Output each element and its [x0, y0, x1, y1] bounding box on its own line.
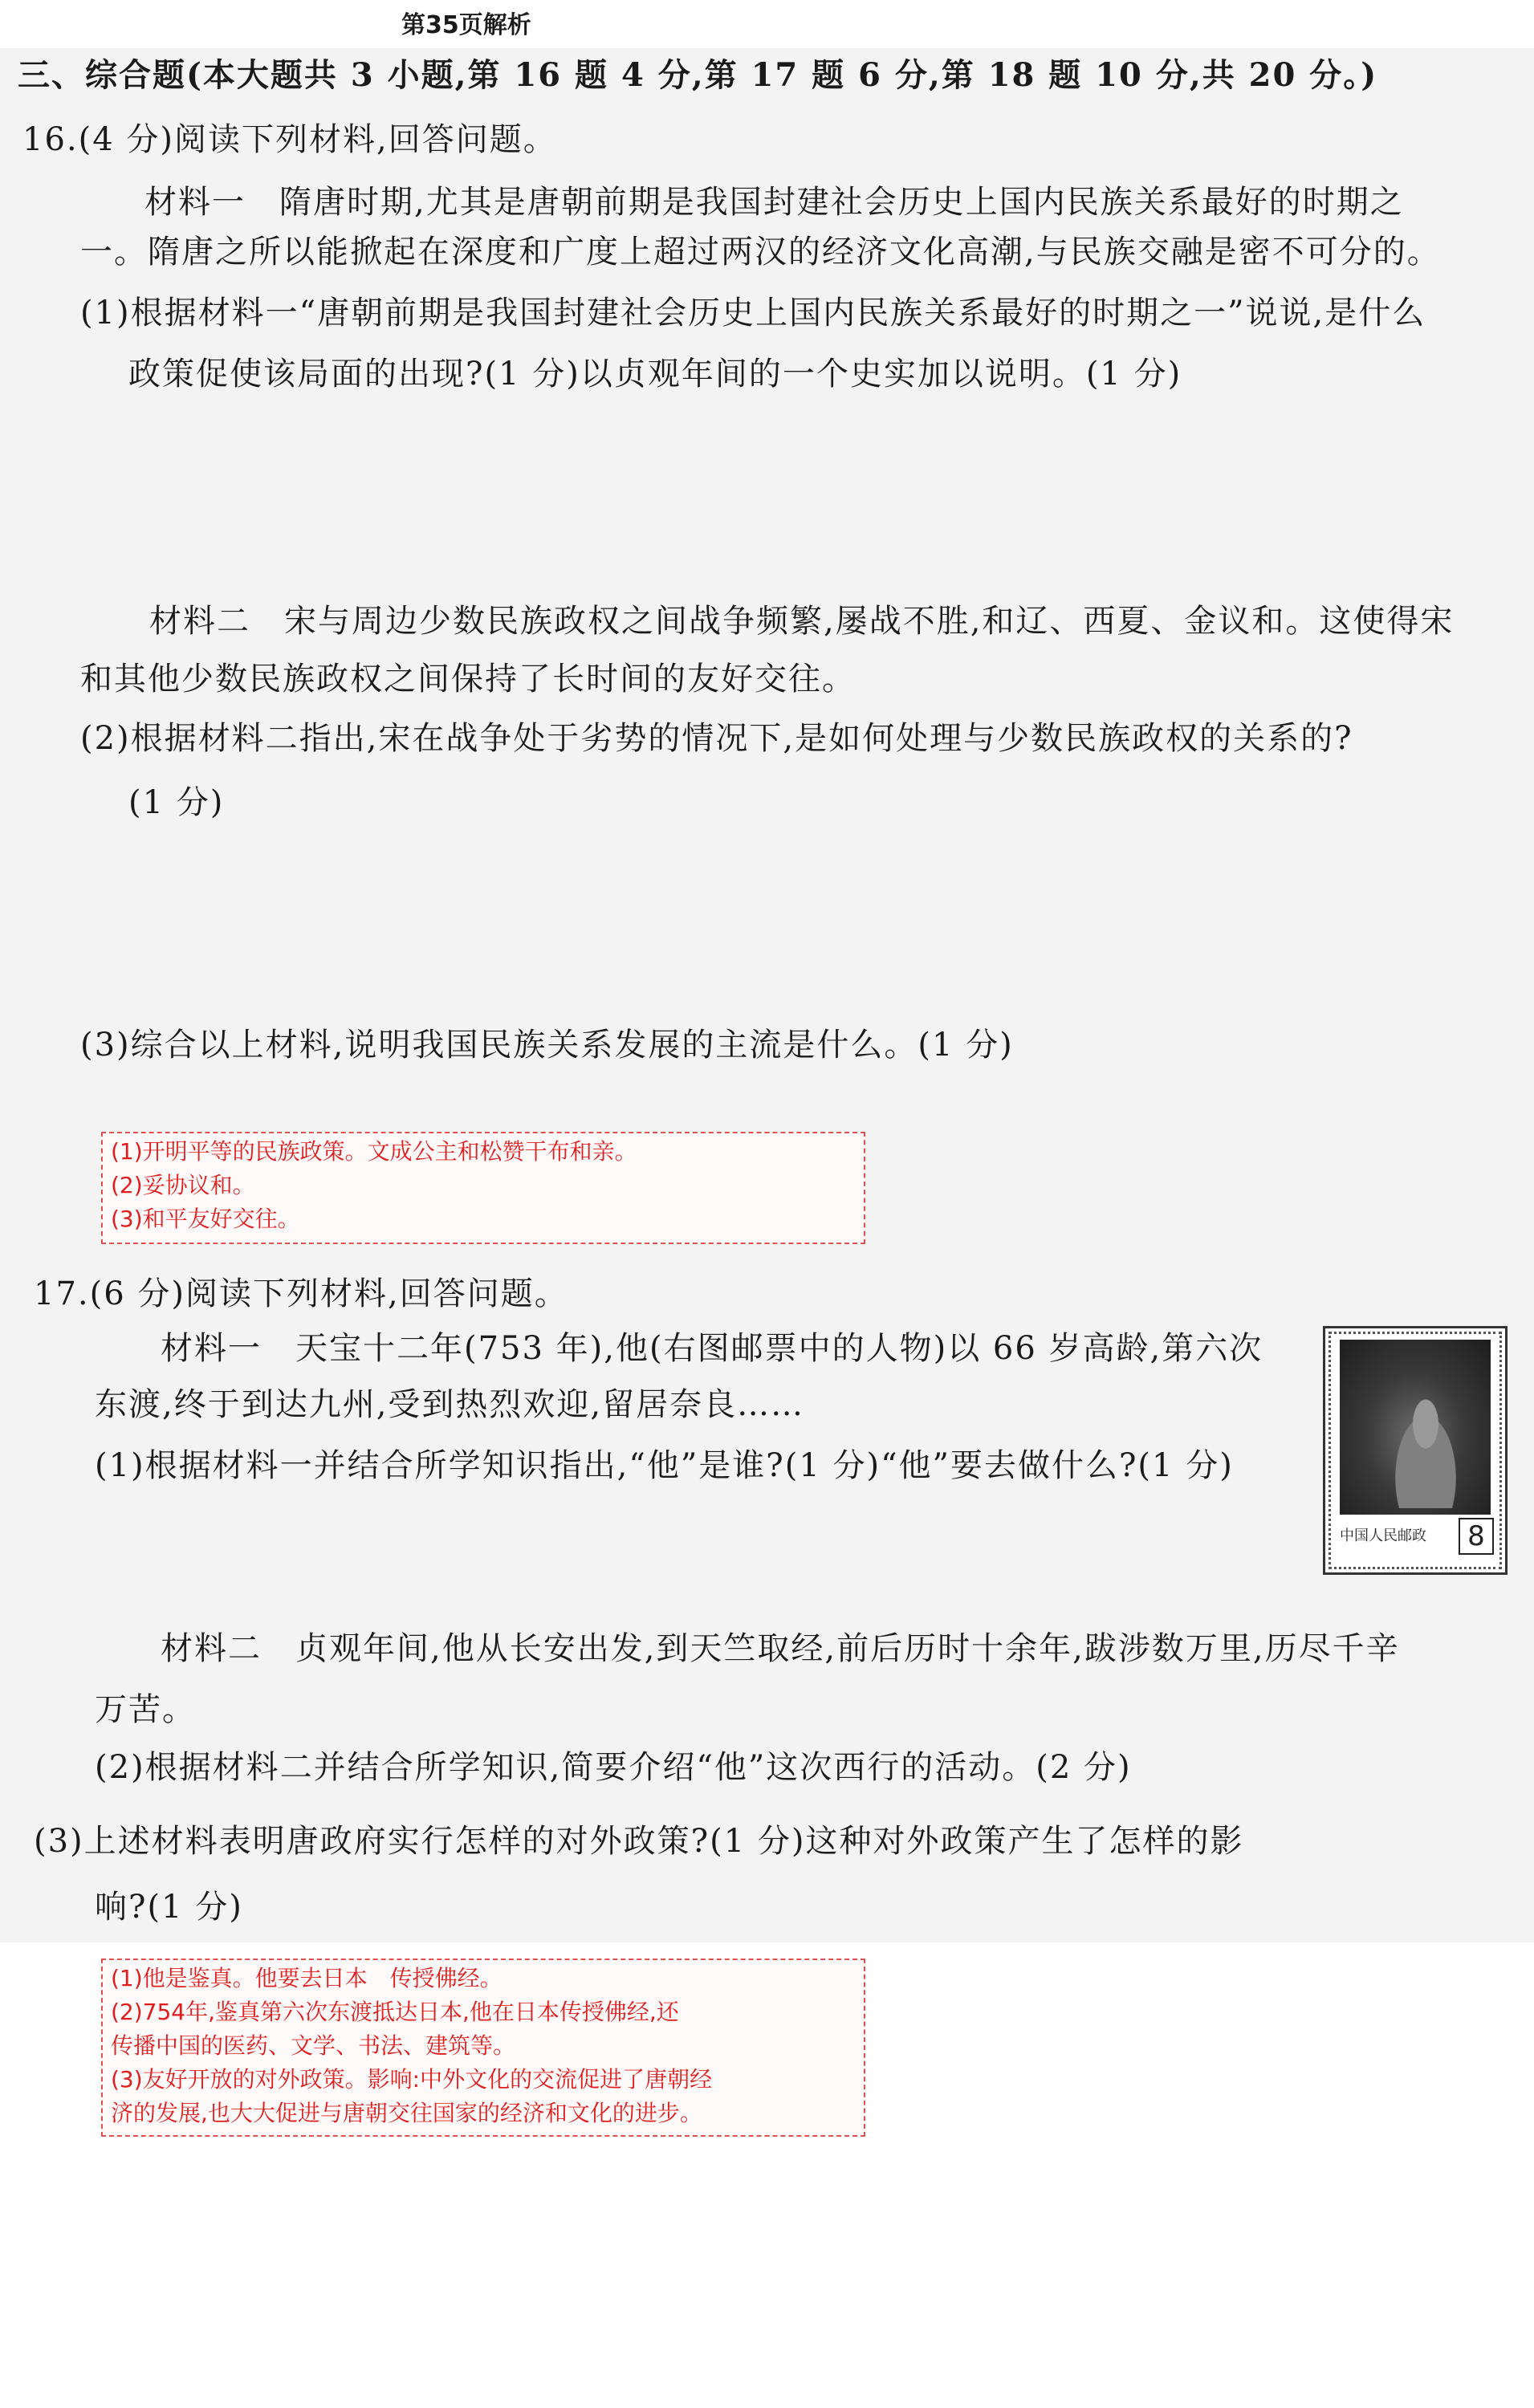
q17-material1-line2: 东渡,终于到达九州,受到热烈欢迎,留居奈良……: [95, 1386, 805, 1423]
q17-material2-line2: 万苦。: [95, 1691, 196, 1728]
q16-answer-1: (1)开明平等的民族政策。文成公主和松赞干布和亲。: [111, 1138, 637, 1165]
stamp-value: 8: [1459, 1518, 1494, 1555]
q16-answer-3: (3)和平友好交往。: [111, 1206, 300, 1232]
q17-answer-2: (2)754年,鉴真第六次东渡抵达日本,他在日本传授佛经,还: [111, 1999, 679, 2025]
q16-material2-line1: 材料二 宋与周边少数民族政权之间战争频繁,屡战不胜,和辽、西夏、金议和。这使得宋: [149, 603, 1455, 640]
q16-sub2-line2: (1 分): [128, 784, 225, 821]
q16-answer-2: (2)妥协议和。: [111, 1172, 255, 1198]
q17-answer-4: (3)友好开放的对外政策。影响:中外文化的交流促进了唐朝经: [111, 2066, 713, 2093]
q17-sub3-line2: 响?(1 分): [95, 1889, 243, 1926]
q16-material2-line2: 和其他少数民族政权之间保持了长时间的友好交往。: [80, 661, 856, 698]
q16-intro: 16.(4 分)阅读下列材料,回答问题。: [22, 121, 557, 158]
q16-sub1-line1: (1)根据材料一“唐朝前期是我国封建社会历史上国内民族关系最好的时期之一”说说,是什么: [80, 295, 1426, 332]
q17-answer-1: (1)他是鉴真。他要去日本 传授佛经。: [111, 1965, 503, 1991]
q17-answer-5: 济的发展,也大大促进与唐朝交往国家的经济和文化的进步。: [111, 2100, 702, 2126]
q17-sub2: (2)根据材料二并结合所学知识,简要介绍“他”这次西行的活动。(2 分): [95, 1749, 1132, 1786]
q16-sub2-line1: (2)根据材料二指出,宋在战争处于劣势的情况下,是如何处理与少数民族政权的关系的?: [80, 720, 1353, 757]
q17-answer-box: [101, 1959, 865, 2137]
stamp-portrait: [1340, 1340, 1491, 1515]
q17-answer-3: 传播中国的医药、文学、书法、建筑等。: [111, 2032, 516, 2059]
q16-sub3: (3)综合以上材料,说明我国民族关系发展的主流是什么。(1 分): [80, 1027, 1014, 1064]
q17-sub3-line1: (3)上述材料表明唐政府实行怎样的对外政策?(1 分)这种对外政策产生了怎样的影: [34, 1823, 1244, 1860]
seated-monk-figure: [1381, 1388, 1470, 1508]
q17-material2-line1: 材料二 贞观年间,他从长安出发,到天竺取经,前后历时十余年,跋涉数万里,历尽千辛: [161, 1630, 1400, 1667]
q16-material1-line1: 材料一 隋唐时期,尤其是唐朝前期是我国封建社会历史上国内民族关系最好的时期之: [144, 184, 1404, 221]
q17-intro: 17.(6 分)阅读下列材料,回答问题。: [34, 1275, 568, 1312]
q16-sub1-line2: 政策促使该局面的出现?(1 分)以贞观年间的一个史实加以说明。(1 分): [128, 356, 1182, 393]
q16-answer-box: [101, 1132, 865, 1244]
stamp-caption: 中国人民邮政: [1340, 1527, 1426, 1544]
section-heading: 三、综合题(本大题共 3 小题,第 16 题 4 分,第 17 题 6 分,第 18 题 10 分,共 20 分。): [18, 56, 1378, 94]
q17-sub1: (1)根据材料一并结合所学知识指出,“他”是谁?(1 分)“他”要去做什么?(1 分): [95, 1447, 1234, 1484]
jianzhen-stamp-image: [1323, 1326, 1508, 1575]
q17-material1-line1: 材料一 天宝十二年(753 年),他(右图邮票中的人物)以 66 岁高龄,第六次: [161, 1330, 1263, 1367]
q16-material1-line2: 一。隋唐之所以能掀起在深度和广度上超过两汉的经济文化高潮,与民族交融是密不可分的。: [80, 234, 1441, 270]
page-title: 第35页解析: [401, 11, 531, 39]
